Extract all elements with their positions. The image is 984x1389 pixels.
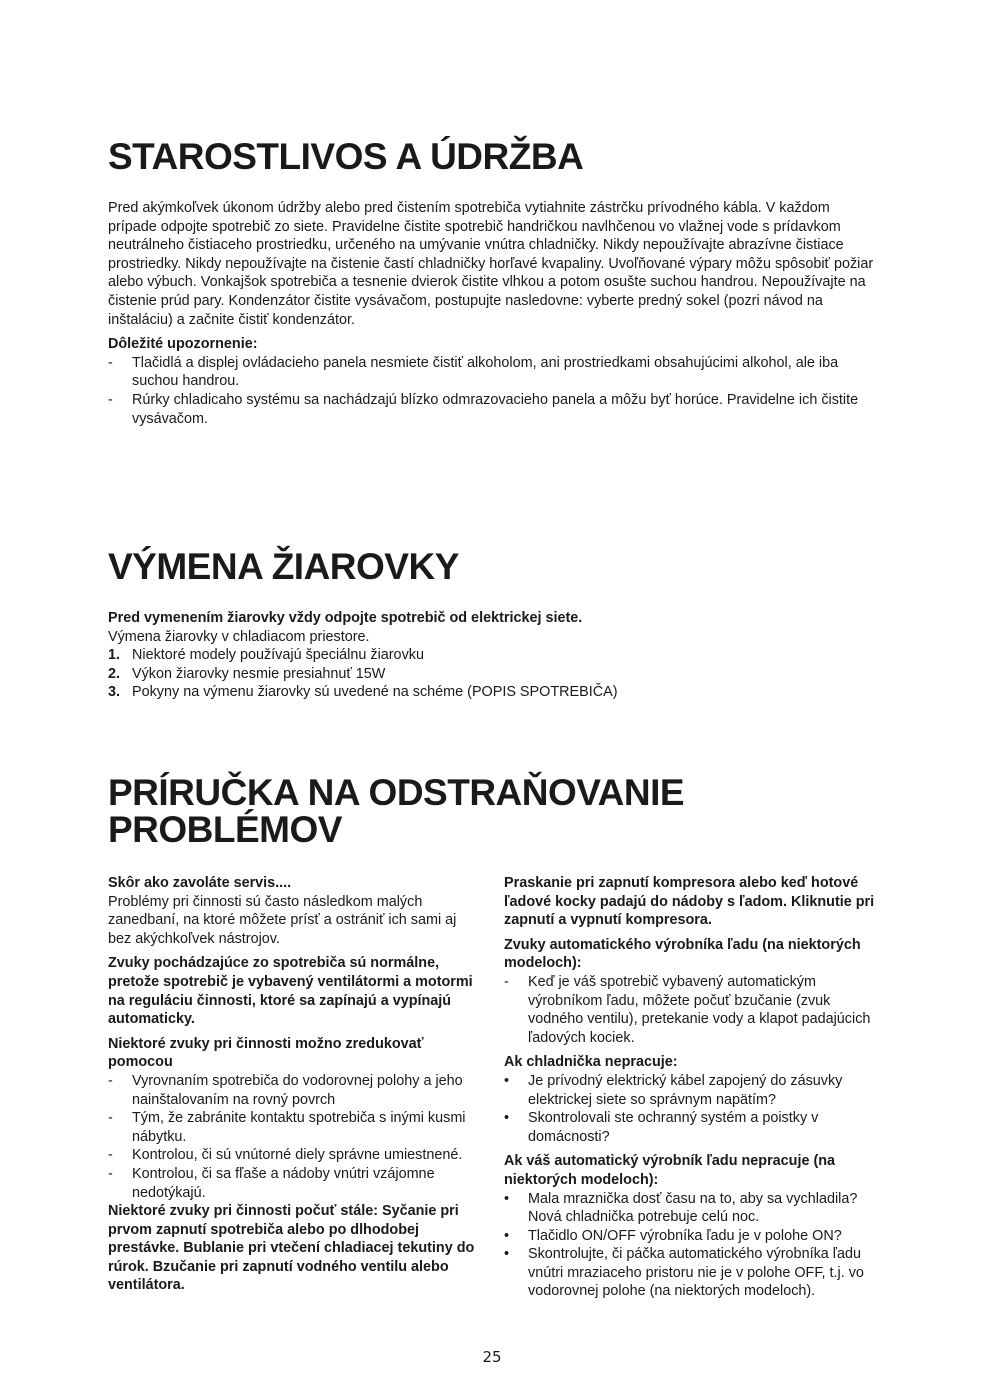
list-item	[504, 973, 876, 1047]
list-item	[504, 1227, 876, 1246]
troubleshooting-title-line2: PROBLÉMOV	[108, 809, 342, 850]
dash-marker: -	[108, 1147, 113, 1164]
bulb-steps-list	[108, 646, 880, 702]
step-number: 3.	[108, 684, 121, 701]
dash-marker: -	[108, 1072, 113, 1089]
bulb-intro: Výmena žiarovky v chladiacom priestore.	[108, 628, 370, 645]
list-item	[108, 646, 880, 665]
list-item	[108, 665, 880, 684]
reduce-sounds-list	[108, 1072, 480, 1202]
list-item	[504, 1072, 876, 1109]
bullet-marker: •	[504, 1072, 510, 1089]
list-item-text: Skontrolujte, či páčka automatického výrobníka ľadu vnútri mraziaceho pristoru nie je v polohe OFF, t.j. vo vodorovnej polohe (na niektorých modeloch).	[528, 1246, 864, 1300]
before-service-heading: Skôr ako zavoláte servis....	[108, 875, 292, 891]
troubleshooting-title-line1: PRÍRUČKA NA ODSTRAŇOVANIE	[108, 772, 685, 813]
list-item-text: Tlačidlá a displej ovládacieho panela nesmiete čistiť alkoholom, ani prostriedkami obsahujúcimi alkohol, ale iba suchou handrou.	[132, 354, 839, 390]
important-notice-list	[108, 354, 880, 428]
bullet-marker: •	[504, 1110, 510, 1127]
care-maintenance-section	[108, 199, 880, 428]
section-title-bulb-replacement: VÝMENA ŽIAROVKY	[108, 546, 459, 587]
section-title-care-maintenance: STAROSTLIVOS A ÚDRŽBA	[108, 136, 584, 177]
step-number: 1.	[108, 647, 121, 664]
bullet-marker: •	[504, 1246, 510, 1263]
reduce-sounds-heading: Niektoré zvuky pri činnosti možno zredukovať pomocou	[108, 1035, 424, 1071]
list-item	[108, 1146, 480, 1165]
dash-marker: -	[108, 391, 113, 408]
dash-marker: -	[108, 1110, 113, 1127]
constant-sounds-text: Niektoré zvuky pri činnosti počuť stále: Syčanie pri prvom zapnutí spotrebiča alebo po dlhodobej prestávke. Bublanie pri vtečení chladiacej tekutiny do rúrok. Bzučanie pri zapnutí vodného ventilu alebo ventilátora.	[108, 1203, 475, 1294]
list-item-text: Je prívodný elektrický kábel zapojený do zásuvky elektrickej siete so správnym napätím?	[528, 1072, 843, 1108]
list-item-text: Keď je váš spotrebič vybavený automatickým výrobníkom ľadu, môžete počuť bzučanie (zvuk vodného ventilu), pretekanie vody a klapot padajúcich ľadových kociek.	[528, 973, 871, 1046]
dash-marker: -	[504, 973, 509, 990]
bullet-marker: •	[504, 1227, 510, 1244]
care-maintenance-body: Pred akýmkoľvek úkonom údržby alebo pred čistením spotrebiča vytiahnite zástrčku prívodného kábla. V každom prípade odpojte spotrebič zo siete. Pravidelne čistite spotrebič handričkou navlhčenou vo vlažnej vode s prídavkom neutrálneho čistiaceho prostriedku, určeného na umývanie vnútra chladničky. Nikdy nepoužívajte abrazívne čistiace prostriedky. Nikdy nepoužívajte na čistenie častí chladničky horľavé kvapaliny. Uvoľňované výpary môžu spôsobiť požiar alebo výbuch. Vonkajšok spotrebiča a tesnenie dvierok čistite vlhkou a potom osušte suchou handrou. Nepoužívajte na čistenie prúd pary. Kondenzátor čistite vysávačom, postupujte nasledovne: vyberte predný sokel (pozri návod na inštaláciu) a začnite čistiť kondenzátor.	[108, 200, 874, 328]
list-item-text: Kontrolou, či sú vnútorné diely správne umiestnené.	[132, 1147, 463, 1164]
list-item-text: Niektoré modely používajú špeciálnu žiarovku	[132, 647, 424, 664]
list-item	[504, 1245, 876, 1301]
troubleshooting-right-column	[504, 874, 876, 1301]
troubleshooting-left-column	[108, 874, 480, 1295]
list-item	[108, 1109, 480, 1146]
before-service-text: Problémy pri činnosti sú často následkom malých zanedbaní, na ktoré môžete prísť a ostrániť ich sami aj bez akýchkoľvek nástrojov.	[108, 893, 457, 947]
icemaker-sounds-heading: Zvuky automatického výrobníka ľadu (na niektorých modeloch):	[504, 936, 861, 972]
step-number: 2.	[108, 665, 121, 682]
list-item	[108, 683, 880, 702]
icemaker-not-working-heading: Ak váš automatický výrobník ľadu nepracuje (na niektorých modeloch):	[504, 1153, 836, 1188]
page-number: 25	[482, 1348, 502, 1366]
icemaker-not-working-list	[504, 1190, 876, 1302]
section-title-troubleshooting	[108, 774, 684, 848]
fridge-not-working-list	[504, 1072, 876, 1146]
list-item-text: Tým, že zabránite kontaktu spotrebiča s inými kusmi nábytku.	[132, 1110, 466, 1145]
list-item-text: Kontrolou, či sa fľaše a nádoby vnútri vzájomne nedotýkajú.	[132, 1165, 435, 1201]
list-item	[108, 354, 880, 391]
bullet-marker: •	[504, 1190, 510, 1207]
dash-marker: -	[108, 354, 113, 371]
list-item-text: Vyrovnaním spotrebiča do vodorovnej polohy a jeho nainštalovaním na rovný povrch	[132, 1072, 463, 1108]
bulb-replacement-section	[108, 609, 880, 702]
cracking-sounds-text: Praskanie pri zapnutí kompresora alebo keď hotové ľadové kocky padajú do nádoby s ľadom. Kliknutie pri zapnutí a vypnutí kompresora.	[504, 875, 875, 929]
list-item-text: Mala mraznička dosť času na to, aby sa vychladila? Nová chladnička potrebuje celú noc.	[528, 1190, 858, 1226]
normal-sounds-text: Zvuky pochádzajúce zo spotrebiča sú normálne, pretože spotrebič je vybavený ventilátormi a motormi na reguláciu činnosti, ktoré sa zapínajú a vypínajú automaticky.	[108, 955, 473, 1028]
fridge-not-working-heading: Ak chladnička nepracuje:	[504, 1054, 678, 1071]
icemaker-sounds-list	[504, 973, 876, 1047]
list-item-text: Pokyny na výmenu žiarovky sú uvedené na schéme (POPIS SPOTREBIČA)	[132, 684, 618, 701]
bulb-warning: Pred vymenením žiarovky vždy odpojte spotrebič od elektrickej siete.	[108, 610, 583, 626]
list-item-text: Skontrolovali ste ochranný systém a poistky v domácnosti?	[528, 1110, 819, 1145]
list-item-text: Výkon žiarovky nesmie presiahnuť 15W	[132, 665, 386, 682]
list-item-text: Rúrky chladicaho systému sa nachádzajú blízko odmrazovacieho panela a môžu byť horúce. Pravidelne ich čistite vysávačom.	[132, 391, 859, 427]
list-item	[108, 1072, 480, 1109]
list-item	[108, 391, 880, 428]
list-item	[504, 1190, 876, 1227]
dash-marker: -	[108, 1165, 113, 1182]
list-item	[108, 1165, 480, 1202]
list-item-text: Tlačidlo ON/OFF výrobníka ľadu je v polohe ON?	[528, 1227, 842, 1244]
important-notice-heading: Dôležité upozornenie:	[108, 336, 258, 353]
list-item	[504, 1109, 876, 1146]
